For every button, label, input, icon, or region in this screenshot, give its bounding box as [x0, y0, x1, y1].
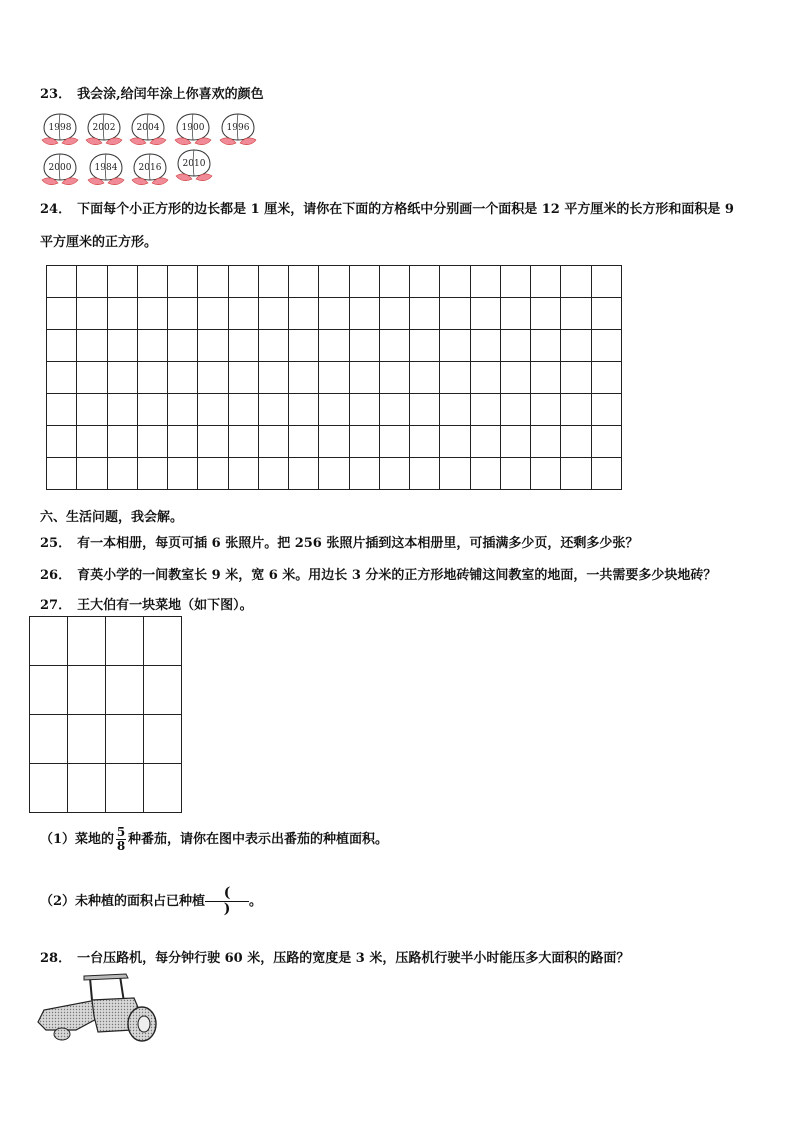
peach-year: 1998: [48, 123, 72, 133]
grid-cell[interactable]: [77, 266, 107, 298]
grid-cell[interactable]: [289, 394, 319, 426]
peach-year: 2002: [92, 123, 116, 133]
grid-cell[interactable]: [198, 330, 228, 362]
question-27-part-1: [40, 826, 388, 853]
grid-cell[interactable]: [228, 458, 258, 490]
grid-cell[interactable]: [77, 458, 107, 490]
grid-cell[interactable]: [106, 617, 144, 666]
grid-cell[interactable]: [591, 266, 622, 298]
grid-cell[interactable]: [500, 330, 530, 362]
grid-cell[interactable]: [68, 764, 106, 813]
part-text: 。: [249, 894, 263, 909]
part-text: （1）菜地的: [40, 832, 115, 847]
grid-cell[interactable]: [144, 666, 182, 715]
grid-cell[interactable]: [561, 394, 591, 426]
grid-cell[interactable]: [319, 362, 349, 394]
question-23: [40, 83, 264, 102]
square-grid-paper[interactable]: [46, 265, 622, 490]
grid-row: [30, 764, 182, 813]
grid-cell[interactable]: [258, 394, 288, 426]
grid-row: [47, 330, 622, 362]
grid-cell[interactable]: [198, 298, 228, 330]
grid-cell[interactable]: [137, 458, 167, 490]
grid-cell[interactable]: [144, 764, 182, 813]
peach-icon: [174, 146, 214, 184]
grid-cell[interactable]: [289, 458, 319, 490]
grid-cell[interactable]: [470, 330, 500, 362]
grid-cell[interactable]: [137, 298, 167, 330]
grid-row: [47, 458, 622, 490]
grid-cell[interactable]: [410, 298, 440, 330]
question-number: 25．: [40, 536, 72, 551]
grid-cell[interactable]: [531, 458, 561, 490]
grid-cell[interactable]: [289, 330, 319, 362]
grid-cell[interactable]: [349, 426, 379, 458]
question-25: [40, 532, 638, 551]
grid-cell[interactable]: [349, 266, 379, 298]
grid-cell[interactable]: [319, 458, 349, 490]
grid-cell[interactable]: [440, 458, 470, 490]
question-27-part-2: [40, 886, 262, 917]
grid-row: [30, 617, 182, 666]
grid-cell[interactable]: [379, 458, 409, 490]
grid-cell[interactable]: [228, 362, 258, 394]
grid-cell[interactable]: [168, 362, 198, 394]
grid-cell[interactable]: [500, 362, 530, 394]
grid-cell[interactable]: [30, 666, 68, 715]
grid-cell[interactable]: [410, 426, 440, 458]
fraction-five-eighths: [116, 826, 126, 853]
grid-cell[interactable]: [531, 394, 561, 426]
grid-cell[interactable]: [531, 362, 561, 394]
part-text: 种番茄，请你在图中表示出番茄的种植面积。: [128, 832, 389, 847]
grid-cell[interactable]: [561, 458, 591, 490]
grid-cell[interactable]: [531, 298, 561, 330]
grid-cell[interactable]: [228, 298, 258, 330]
grid-cell[interactable]: [410, 266, 440, 298]
peach-icon: [40, 150, 80, 188]
grid-cell[interactable]: [349, 394, 379, 426]
grid-cell[interactable]: [500, 266, 530, 298]
peach-year: 2000: [48, 163, 72, 173]
grid-cell[interactable]: [168, 426, 198, 458]
grid-row: [47, 362, 622, 394]
grid-cell[interactable]: [531, 426, 561, 458]
grid-cell[interactable]: [228, 394, 258, 426]
grid-cell[interactable]: [319, 330, 349, 362]
grid-cell[interactable]: [379, 298, 409, 330]
grid-cell[interactable]: [349, 362, 379, 394]
peach-year: 1996: [226, 123, 250, 133]
grid-cell[interactable]: [106, 666, 144, 715]
road-roller-icon: [36, 972, 160, 1044]
grid-row: [47, 266, 622, 298]
grid-cell[interactable]: [591, 394, 622, 426]
grid-cell[interactable]: [77, 330, 107, 362]
question-28: [40, 947, 629, 966]
question-number: 24．: [40, 202, 72, 217]
grid-cell[interactable]: [289, 426, 319, 458]
grid-cell[interactable]: [440, 266, 470, 298]
question-text: 有一本相册，每页可插 6 张照片。把 256 张照片插到这本相册里，可插满多少页，还剩多少张？: [77, 536, 639, 551]
grid-cell[interactable]: [591, 458, 622, 490]
grid-cell[interactable]: [349, 458, 379, 490]
fraction-denominator: 8: [116, 839, 126, 853]
grid-cell[interactable]: [561, 330, 591, 362]
grid-cell[interactable]: [137, 362, 167, 394]
peach-icon: [40, 110, 80, 148]
grid-cell[interactable]: [470, 426, 500, 458]
peach-year: 2016: [138, 163, 162, 173]
grid-cell[interactable]: [107, 330, 137, 362]
grid-row: [30, 715, 182, 764]
grid-cell[interactable]: [531, 330, 561, 362]
grid-cell[interactable]: [410, 458, 440, 490]
grid-cell[interactable]: [500, 298, 530, 330]
grid-cell[interactable]: [470, 266, 500, 298]
grid-cell[interactable]: [410, 394, 440, 426]
grid-cell[interactable]: [68, 666, 106, 715]
grid-cell[interactable]: [107, 362, 137, 394]
grid-cell[interactable]: [107, 458, 137, 490]
question-number: 28．: [40, 951, 72, 966]
grid-cell[interactable]: [77, 298, 107, 330]
grid-cell[interactable]: [379, 394, 409, 426]
grid-cell[interactable]: [198, 362, 228, 394]
grid-cell[interactable]: [198, 266, 228, 298]
peach-year: 1900: [181, 123, 205, 133]
grid-cell[interactable]: [258, 330, 288, 362]
grid-cell[interactable]: [561, 426, 591, 458]
grid-cell[interactable]: [258, 266, 288, 298]
grid-cell[interactable]: [379, 330, 409, 362]
grid-cell[interactable]: [289, 298, 319, 330]
grid-cell[interactable]: [137, 330, 167, 362]
grid-cell[interactable]: [77, 394, 107, 426]
grid-cell[interactable]: [144, 617, 182, 666]
peach-icon: [128, 110, 168, 148]
grid-cell[interactable]: [319, 266, 349, 298]
grid-cell[interactable]: [107, 426, 137, 458]
grid-cell[interactable]: [228, 330, 258, 362]
grid-cell[interactable]: [440, 394, 470, 426]
grid-cell[interactable]: [258, 458, 288, 490]
grid-cell[interactable]: [47, 298, 77, 330]
peach-year: 2004: [136, 123, 160, 133]
peach-icon: [84, 110, 124, 148]
grid-cell[interactable]: [319, 394, 349, 426]
part-text: （2）未种植的面积占已种植: [40, 894, 206, 909]
grid-cell[interactable]: [470, 298, 500, 330]
grid-row: [30, 666, 182, 715]
grid-cell[interactable]: [68, 715, 106, 764]
grid-cell[interactable]: [591, 330, 622, 362]
grid-cell[interactable]: [30, 617, 68, 666]
grid-cell[interactable]: [289, 362, 319, 394]
grid-cell[interactable]: [470, 458, 500, 490]
grid-cell[interactable]: [47, 458, 77, 490]
section-title: [40, 506, 183, 525]
grid-cell[interactable]: [137, 266, 167, 298]
grid-row: [47, 426, 622, 458]
grid-cell[interactable]: [47, 426, 77, 458]
grid-cell[interactable]: [410, 362, 440, 394]
grid-cell[interactable]: [258, 362, 288, 394]
grid-cell[interactable]: [591, 298, 622, 330]
question-text: 育英小学的一间教室长 9 米，宽 6 米。用边长 3 分米的正方形地砖铺这间教室的地面，一共需要多少块地砖？: [77, 568, 717, 583]
grid-cell[interactable]: [144, 715, 182, 764]
grid-cell[interactable]: [107, 298, 137, 330]
grid-cell[interactable]: [258, 298, 288, 330]
grid-cell[interactable]: [168, 298, 198, 330]
grid-cell[interactable]: [379, 362, 409, 394]
grid-cell[interactable]: [168, 458, 198, 490]
grid-cell[interactable]: [500, 394, 530, 426]
grid-cell[interactable]: [440, 426, 470, 458]
grid-cell[interactable]: [531, 266, 561, 298]
grid-cell[interactable]: [47, 362, 77, 394]
grid-cell[interactable]: [228, 426, 258, 458]
grid-row: [47, 298, 622, 330]
grid-cell[interactable]: [47, 394, 77, 426]
grid-cell[interactable]: [198, 458, 228, 490]
peach-year: 2010: [182, 159, 206, 169]
question-number: 26．: [40, 568, 72, 583]
question-text: 我会涂,给闰年涂上你喜欢的颜色: [77, 87, 264, 102]
grid-cell[interactable]: [258, 426, 288, 458]
grid-cell[interactable]: [289, 266, 319, 298]
grid-cell[interactable]: [68, 617, 106, 666]
grid-cell[interactable]: [591, 362, 622, 394]
grid-cell[interactable]: [440, 298, 470, 330]
question-24-line2: [40, 231, 157, 250]
grid-cell[interactable]: [168, 266, 198, 298]
grid-cell[interactable]: [168, 330, 198, 362]
question-text-line1: 下面每个小正方形的边长都是 1 厘米，请你在下面的方格纸中分别画一个面积是 12 平方厘米的长方形和面积是 9: [77, 202, 734, 217]
peach-icon: [173, 110, 213, 148]
peach-icon: [130, 150, 170, 188]
grid-cell[interactable]: [30, 715, 68, 764]
grid-cell[interactable]: [319, 426, 349, 458]
grid-cell[interactable]: [470, 394, 500, 426]
fraction-numerator: 5: [116, 825, 126, 839]
grid-cell[interactable]: [349, 298, 379, 330]
grid-cell[interactable]: [349, 330, 379, 362]
grid-cell[interactable]: [106, 764, 144, 813]
grid-cell[interactable]: [379, 266, 409, 298]
question-text: 一台压路机，每分钟行驶 60 米，压路的宽度是 3 米，压路机行驶半小时能压多大面积的路面？: [77, 951, 630, 966]
question-text: 王大伯有一块菜地（如下图）。: [77, 598, 253, 613]
peach-icon: [218, 110, 258, 148]
question-text-line2: 平方厘米的正方形。: [40, 235, 158, 250]
grid-cell[interactable]: [561, 362, 591, 394]
grid-cell[interactable]: [168, 394, 198, 426]
grid-cell[interactable]: [228, 266, 258, 298]
question-number: 23．: [40, 87, 72, 102]
grid-cell[interactable]: [77, 362, 107, 394]
grid-cell[interactable]: [319, 298, 349, 330]
grid-cell[interactable]: [470, 362, 500, 394]
section-heading: 六、生活问题，我会解。: [40, 510, 184, 525]
blank-numerator: (: [223, 885, 231, 901]
grid-cell[interactable]: [77, 426, 107, 458]
grid-cell[interactable]: [591, 426, 622, 458]
grid-cell[interactable]: [440, 330, 470, 362]
vegetable-plot-grid[interactable]: [29, 616, 182, 813]
peach-year: 1984: [94, 163, 118, 173]
grid-cell[interactable]: [106, 715, 144, 764]
grid-cell[interactable]: [47, 330, 77, 362]
grid-cell[interactable]: [47, 266, 77, 298]
grid-cell[interactable]: [500, 458, 530, 490]
grid-cell[interactable]: [198, 426, 228, 458]
grid-cell[interactable]: [107, 394, 137, 426]
grid-cell[interactable]: [561, 298, 591, 330]
grid-cell[interactable]: [410, 330, 440, 362]
blank-denominator: ): [223, 901, 231, 917]
grid-cell[interactable]: [561, 266, 591, 298]
grid-cell[interactable]: [30, 764, 68, 813]
blank-fraction-answer[interactable]: [205, 886, 249, 917]
grid-cell[interactable]: [379, 426, 409, 458]
question-number: 27．: [40, 598, 72, 613]
grid-cell[interactable]: [137, 394, 167, 426]
grid-cell[interactable]: [137, 426, 167, 458]
question-27: [40, 594, 253, 613]
grid-cell[interactable]: [198, 394, 228, 426]
peach-icon: [86, 150, 126, 188]
grid-cell[interactable]: [500, 426, 530, 458]
grid-cell[interactable]: [107, 266, 137, 298]
grid-row: [47, 394, 622, 426]
question-26: [40, 564, 716, 583]
grid-cell[interactable]: [440, 362, 470, 394]
question-24: [40, 198, 734, 217]
